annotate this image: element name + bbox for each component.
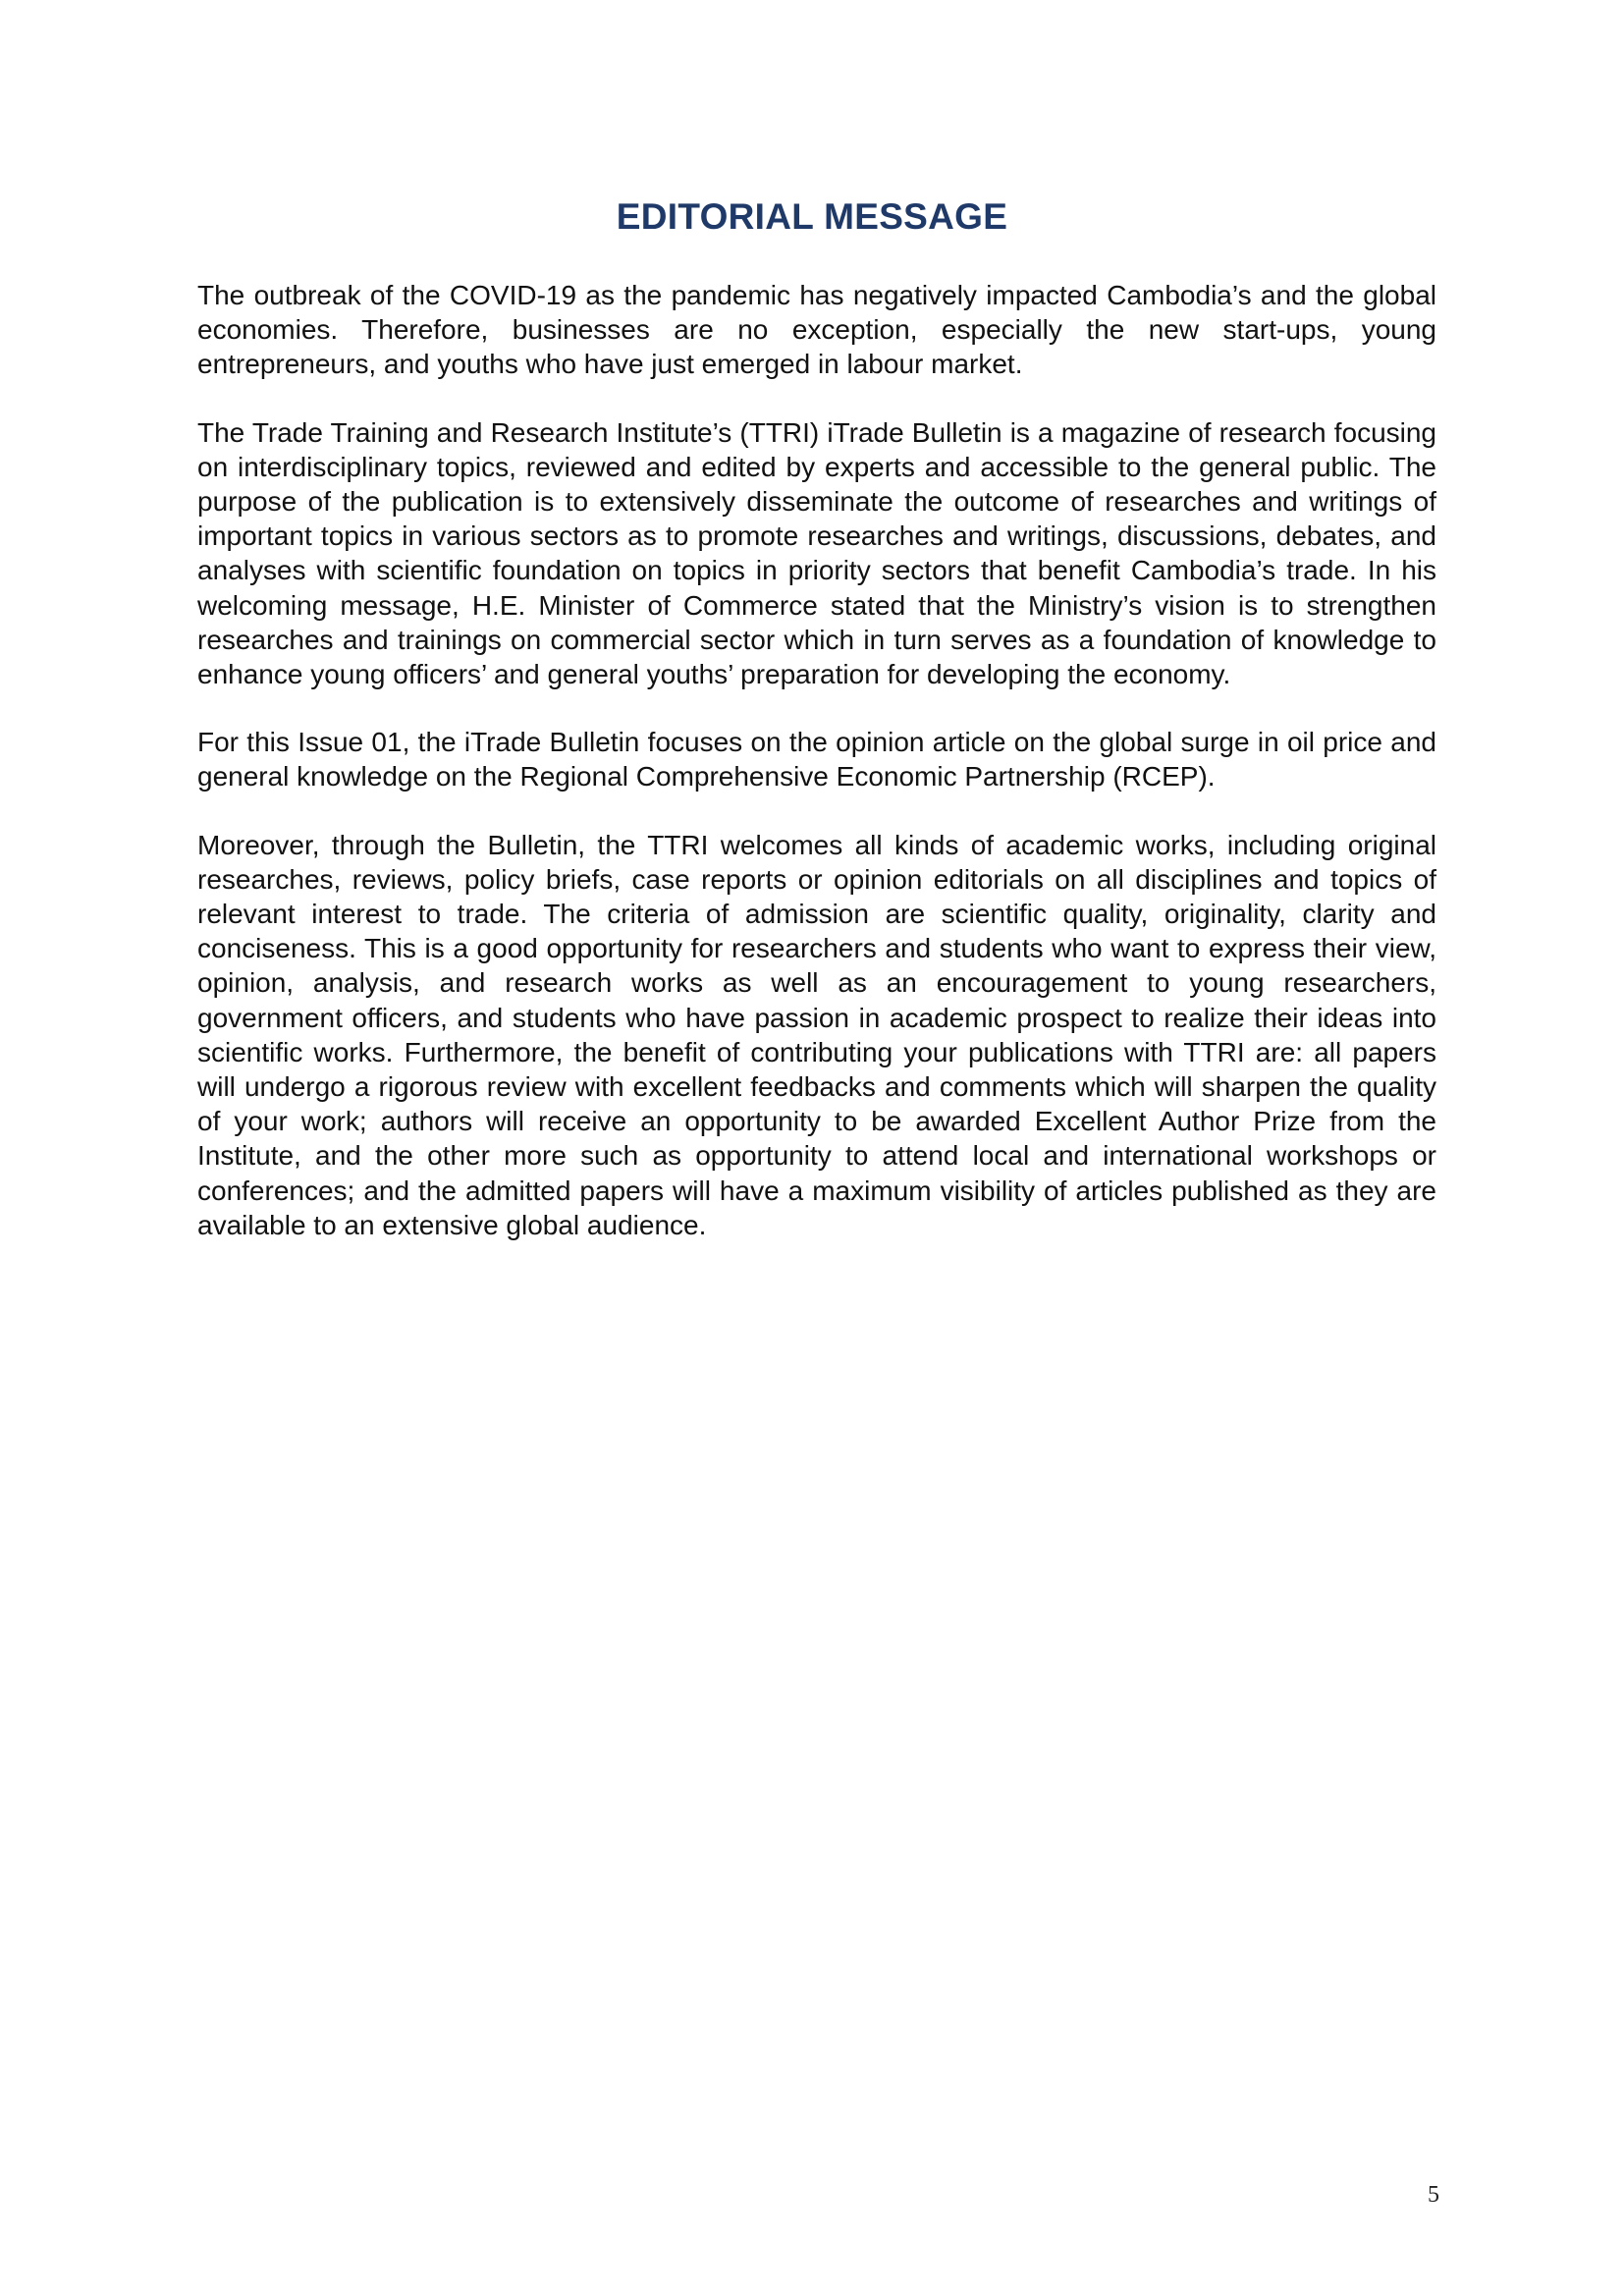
paragraph-ttri-bulletin: The Trade Training and Research Institute’s (TTRI) iTrade Bulletin is a magazine of research focusing on interdisciplinary topics, reviewed and edited by experts and accessible to the general public. The purpose of the publication is to extensively disseminate the outcome of researches and writings of important topics in various sectors as to promote researches and writings, discussions, debates, and analyses with scientific foundation on topics in priority sectors that benefit Cambodia’s trade. In his welcoming message, H.E. Minister of Commerce stated that the Ministry’s vision is to strengthen researches and trainings on commercial sector which in turn serves as a foundation of knowledge to enhance young officers’ and general youths’ preparation for developing the economy.: [197, 416, 1436, 690]
page-title: EDITORIAL MESSAGE: [616, 196, 1008, 237]
editorial-body: [197, 278, 1436, 1276]
paragraph-call-for-works: Moreover, through the Bulletin, the TTRI welcomes all kinds of academic works, including original researches, reviews, policy briefs, case reports or opinion editorials on all disciplines and topics of relevant interest to trade. The criteria of admission are scientific quality, originality, clarity and conciseness. This is a good opportunity for researchers and students who want to express their view, opinion, analysis, and research works as well as an encouragement to young researchers, government officers, and students who have passion in academic prospect to realize their ideas into scientific works. Furthermore, the benefit of contributing your publications with TTRI are: all papers will undergo a rigorous review with excellent feedbacks and comments which will sharpen the quality of your work; authors will receive an opportunity to be awarded Excellent Author Prize from the Institute, and the other more such as opportunity to attend local and international workshops or conferences; and the admitted papers will have a maximum visibility of articles published as they are available to an extensive global audience.: [197, 829, 1436, 1240]
page-number: 5: [1428, 2182, 1439, 2208]
paragraph-issue-focus: For this Issue 01, the iTrade Bulletin focuses on the opinion article on the global surge in oil price and general knowledge on the Regional Comprehensive Economic Partnership (RCEP).: [197, 727, 1436, 793]
paragraph-intro: The outbreak of the COVID-19 as the pandemic has negatively impacted Cambodia’s and the global economies. Therefore, businesses are no exception, especially the new start-ups, young entrepreneurs, and youths who have just emerged in labour market.: [197, 280, 1436, 380]
